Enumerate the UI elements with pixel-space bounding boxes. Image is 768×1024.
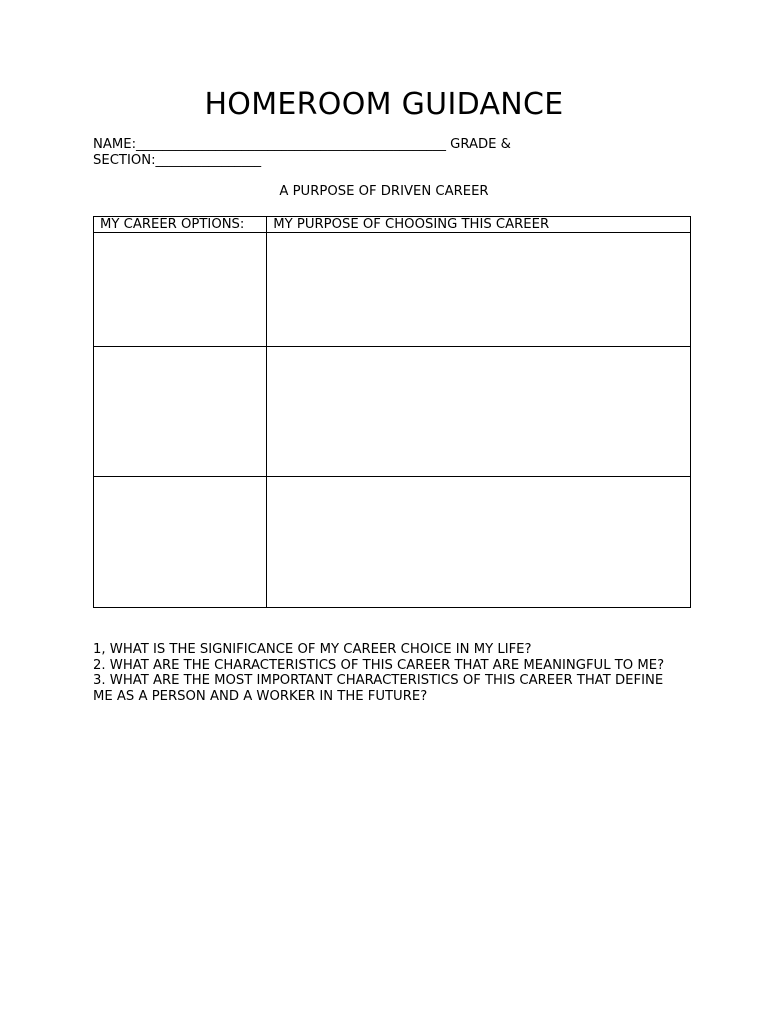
- table-row: [94, 233, 691, 347]
- table-row: [94, 477, 691, 608]
- career-option-cell[interactable]: [94, 233, 267, 347]
- career-option-cell[interactable]: [94, 477, 267, 608]
- questions-list: [93, 642, 668, 704]
- name-grade-section-field: NAME:_______________________________________________ GRADE & SECTION:________________: [93, 137, 516, 168]
- purpose-cell[interactable]: [267, 233, 691, 347]
- purpose-cell[interactable]: [267, 347, 691, 477]
- career-table: [93, 216, 691, 608]
- table-header-row: [94, 217, 691, 233]
- question-item: 3. WHAT ARE THE MOST IMPORTANT CHARACTERISTICS OF THIS CAREER THAT DEFINE ME AS A PERSON AND A WORKER IN THE FUTURE?: [93, 673, 664, 704]
- worksheet-subtitle: A PURPOSE OF DRIVEN CAREER: [279, 184, 489, 199]
- header-purpose: MY PURPOSE OF CHOOSING THIS CAREER: [267, 217, 691, 233]
- question-item: 2. WHAT ARE THE CHARACTERISTICS OF THIS CAREER THAT ARE MEANINGFUL TO ME?: [93, 657, 665, 673]
- table-row: [94, 347, 691, 477]
- page-title: HOMEROOM GUIDANCE: [204, 87, 564, 122]
- purpose-cell[interactable]: [267, 477, 691, 608]
- career-option-cell[interactable]: [94, 347, 267, 477]
- header-career-options: MY CAREER OPTIONS:: [94, 217, 267, 233]
- question-item: 1, WHAT IS THE SIGNIFICANCE OF MY CAREER CHOICE IN MY LIFE?: [93, 642, 532, 657]
